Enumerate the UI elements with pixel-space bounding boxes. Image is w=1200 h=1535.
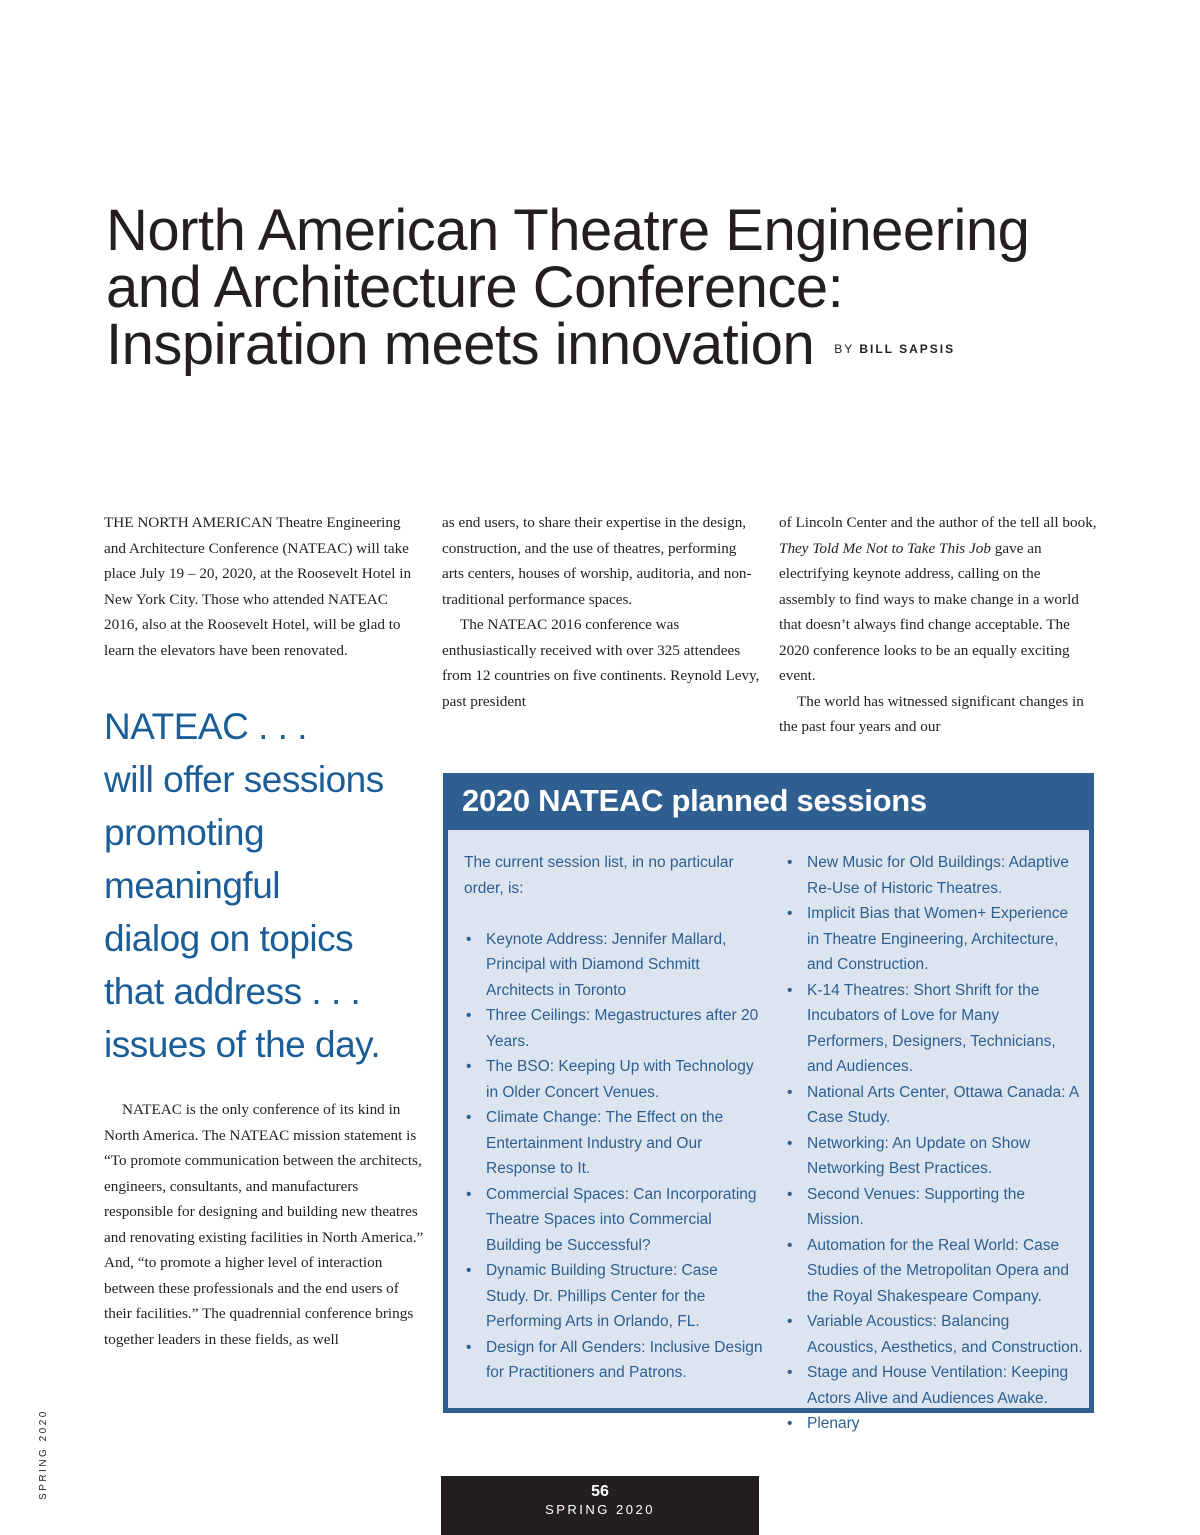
sessions-intro: The current session list, in no particular order, is: [464,854,734,897]
sessions-sidebar-title: 2020 NATEAC planned sessions [462,783,927,818]
paragraph-mission: NATEAC is the only conference of its kind in North America. The NATEAC mission statement is “To promote communication between the architects, engineers, consultants, and manufacturers responsible for designing and building new theatres and renovating existing facilities in North America.” And, “to promote a higher level of interaction between these professionals and the end users of their facilities.” The quadrennial conference brings together leaders in these fields, as well [104,1101,424,1348]
sessions-list-left [464,927,764,1386]
body-column-3 [779,510,1097,740]
pull-quote [104,700,424,1071]
pull-quote-line: promoting [104,812,265,853]
session-item: • Second Venues: Supporting the Mission. [785,1182,1083,1233]
pull-quote-line: dialog on topics [104,918,354,959]
session-item: • The BSO: Keeping Up with Technology in Older Concert Venues. [464,1054,764,1105]
side-issue-label: SPRING 2020 [38,1409,49,1500]
byline-author: BILL SAPSIS [859,341,956,356]
session-item: • Plenary [785,1411,1083,1437]
page-number: 56 [591,1483,609,1500]
session-item: • Dynamic Building Structure: Case Study. Dr. Phillips Center for the Performing Arts in Orlando, FL. [464,1258,764,1335]
pull-quote-line: NATEAC . . . [104,706,308,747]
session-item: • Automation for the Real World: Case Studies of the Metropolitan Opera and the Royal Shakespeare Company. [785,1233,1083,1310]
keynote-text-a: of Lincoln Center and the author of the tell all book, [779,514,1097,531]
title-line-2: and Architecture Conference: [106,255,844,320]
session-item: • National Arts Center, Ottawa Canada: A Case Study. [785,1080,1083,1131]
article-title [106,198,1106,377]
keynote-text-b: gave an electrifying keynote address, calling on the assembly to find ways to make change in a world that doesn’t always find change acceptable. The 2020 conference looks to be an equally exciting event. [779,539,1079,684]
sessions-sidebar-body [448,830,1089,1432]
body-column-2 [442,510,760,714]
paragraph-end-users: as end users, to share their expertise in the design, construction, and the use of theatres, performing arts centers, houses of worship, auditoria, and non-traditional performance spaces. [442,514,752,608]
session-item: • Networking: An Update on Show Networking Best Practices. [785,1131,1083,1182]
title-line-1: North American Theatre Engineering [106,198,1030,263]
session-item: • Keynote Address: Jennifer Mallard, Principal with Diamond Schmitt Architects in Toronto [464,927,764,1004]
sessions-list-right [785,850,1083,1437]
session-item: • Climate Change: The Effect on the Entertainment Industry and Our Response to It. [464,1105,764,1182]
pull-quote-line: will offer sessions [104,759,384,800]
body-column-1 [104,510,422,663]
pull-quote-line: issues of the day. [104,1024,381,1065]
page-folio [441,1476,759,1535]
issue-season: SPRING 2020 [545,1502,655,1517]
session-item: • Commercial Spaces: Can Incorporating Theatre Spaces into Commercial Building be Successful? [464,1182,764,1259]
title-line-3-text: Inspiration meets innovation [106,312,815,377]
byline [834,342,955,356]
paragraph-2016-conference: The NATEAC 2016 conference was enthusiastically received with over 325 attendees from 12 countries on five continents. Reynold Levy, past president [442,616,760,710]
paragraph-world-changes: The world has witnessed significant changes in the past four years and our [779,692,1084,735]
sessions-column-right [785,850,1083,1437]
session-item: • New Music for Old Buildings: Adaptive Re-Use of Historic Theatres. [785,850,1083,901]
session-item: • Design for All Genders: Inclusive Design for Practitioners and Patrons. [464,1335,764,1386]
pull-quote-line: that address . . . [104,971,361,1012]
body-column-1-continued [104,1097,424,1352]
pull-quote-line: meaningful [104,865,281,906]
sessions-column-left [464,850,764,1386]
session-item: • Three Ceilings: Megastructures after 20 Years. [464,1003,764,1054]
session-item: • Variable Acoustics: Balancing Acoustics, Aesthetics, and Construction. [785,1309,1083,1360]
byline-by: BY [834,341,854,356]
sessions-sidebar [443,773,1094,1432]
book-title: They Told Me Not to Take This Job [779,539,991,557]
session-item: • Implicit Bias that Women+ Experience in Theatre Engineering, Architecture, and Construction. [785,901,1083,978]
title-line-3 [106,312,1106,377]
session-item: • Stage and House Ventilation: Keeping Actors Alive and Audiences Awake. [785,1360,1083,1411]
session-item: • K-14 Theatres: Short Shrift for the Incubators of Love for Many Performers, Designers, Technicians, and Audiences. [785,978,1083,1080]
paragraph-intro: THE NORTH AMERICAN Theatre Engineering and Architecture Conference (NATEAC) will take place July 19 – 20, 2020, at the Roosevelt Hotel in New York City. Those who attended NATEAC 2016, also at the Roosevelt Hotel, will be glad to learn the elevators have been renovated. [104,514,412,659]
paragraph-keynote [779,510,1097,689]
